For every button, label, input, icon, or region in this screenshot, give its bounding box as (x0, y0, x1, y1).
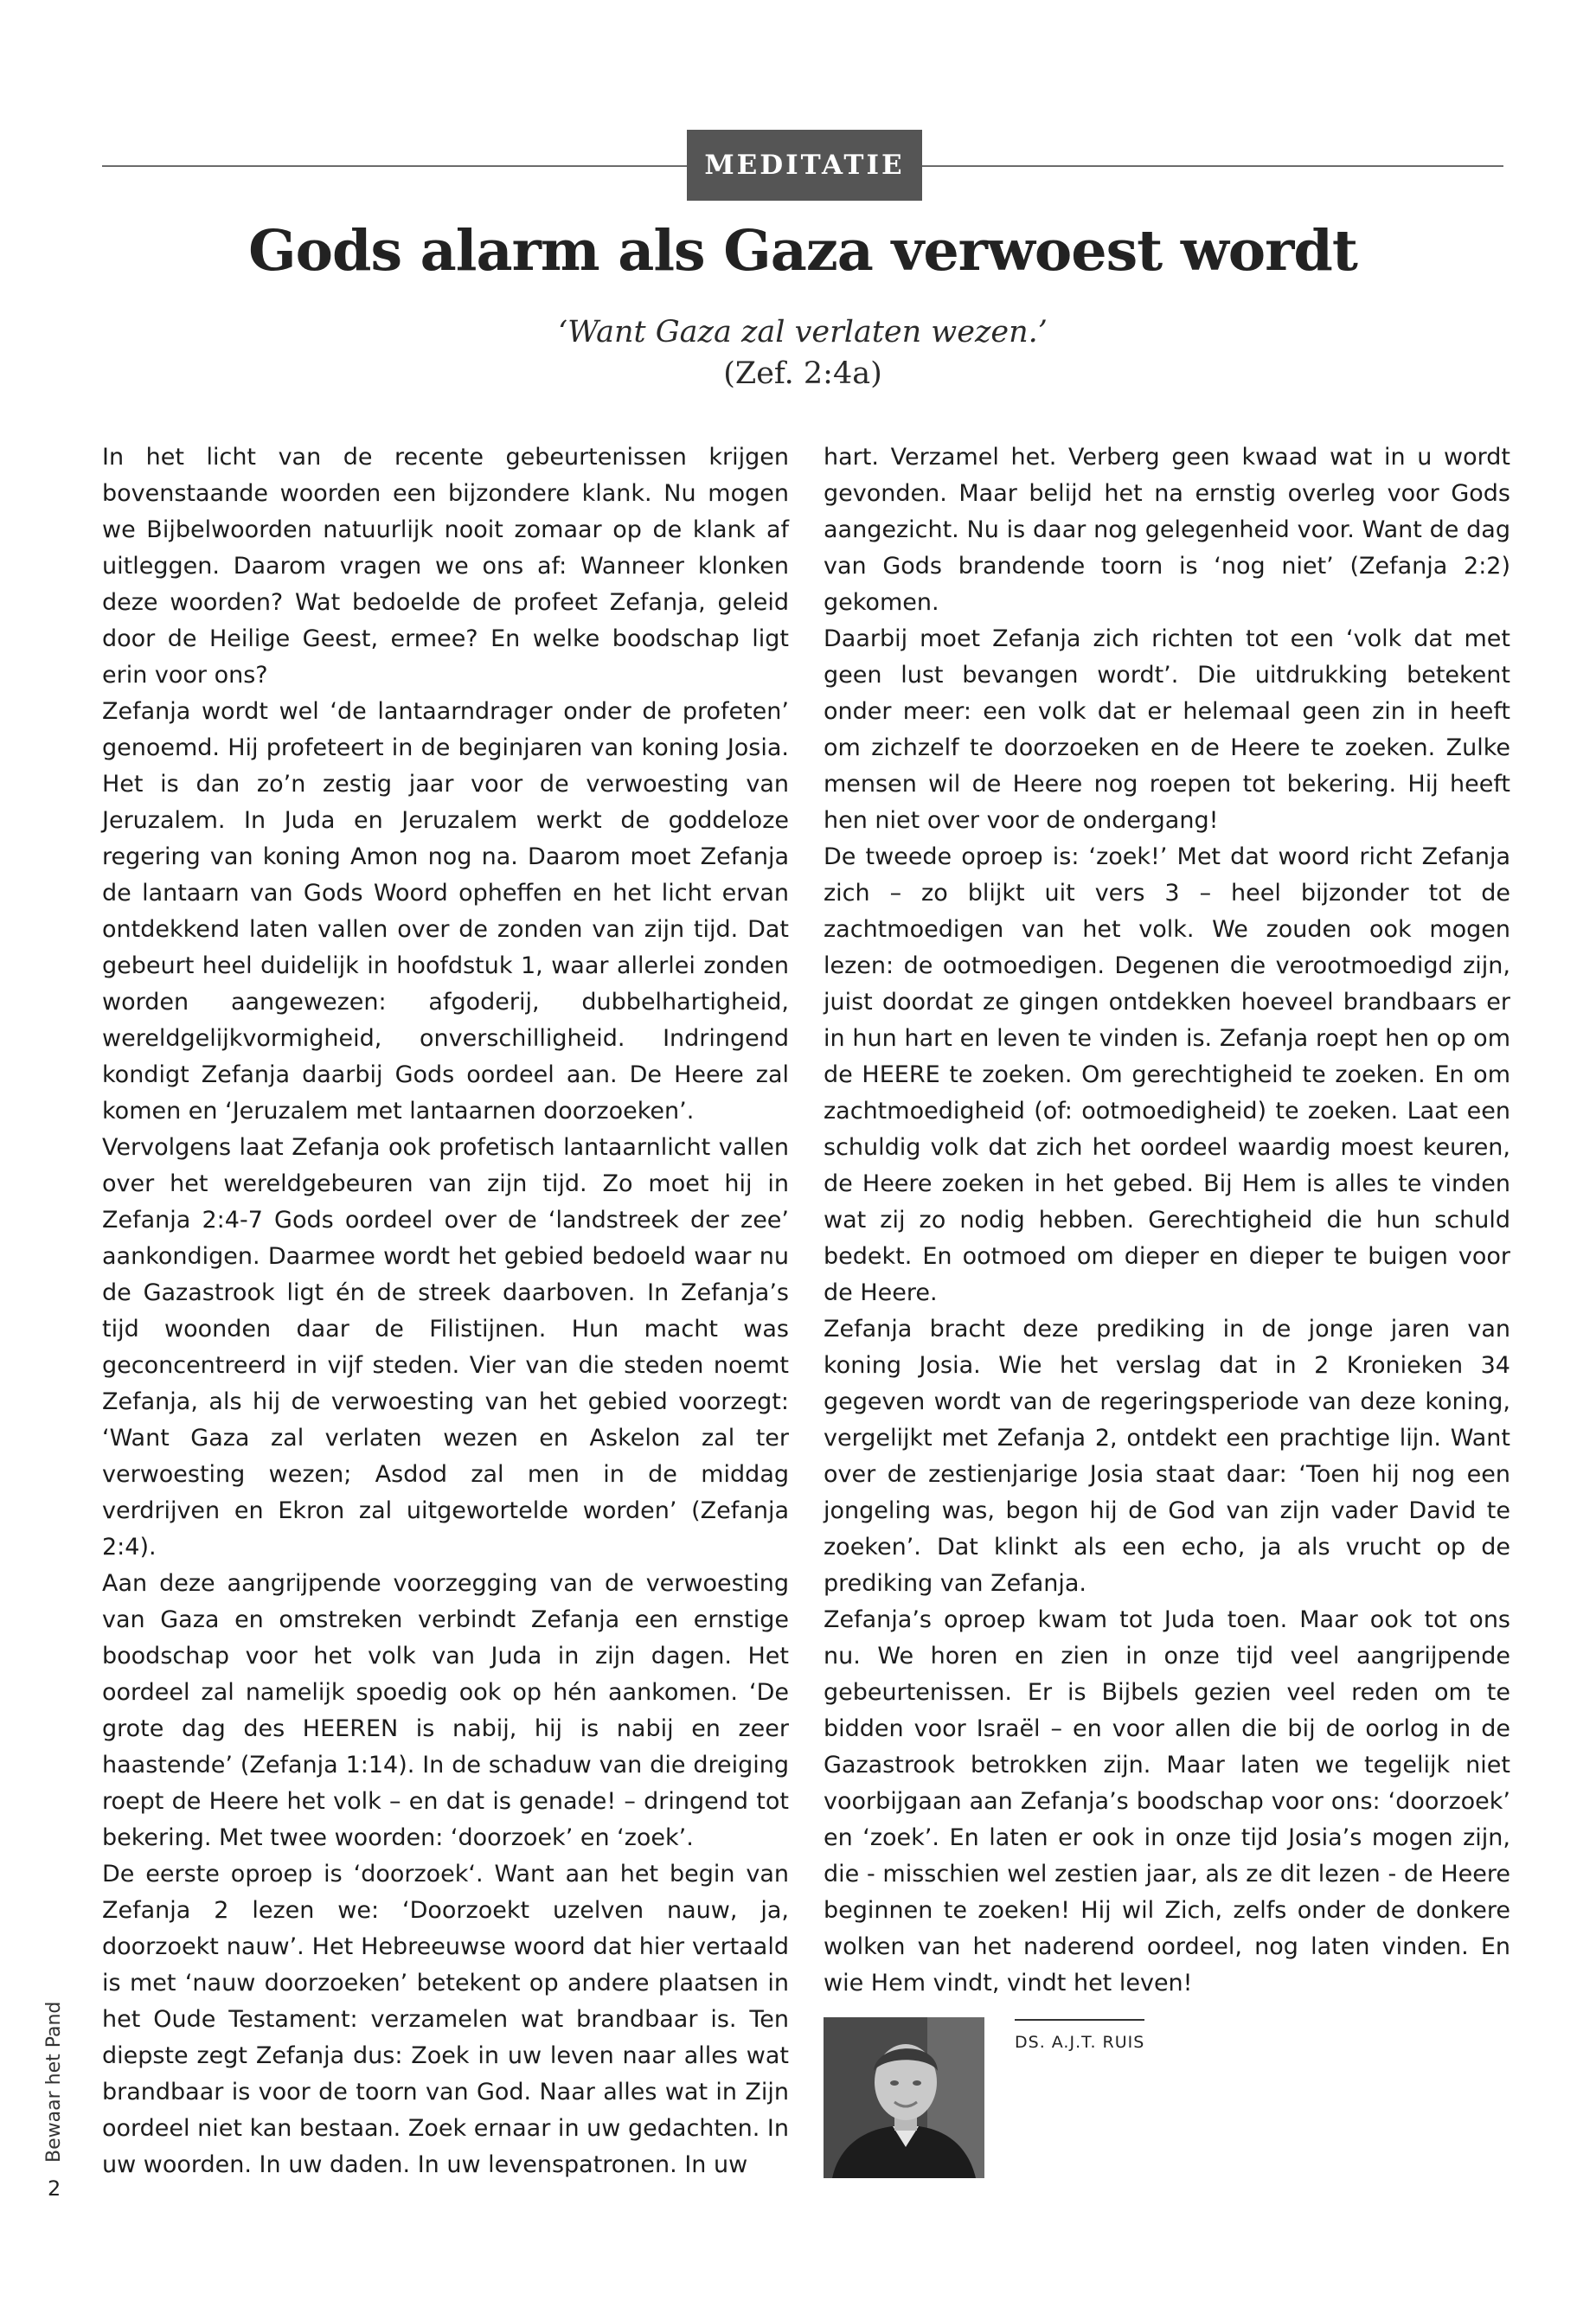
paragraph: De eerste oproep is ‘doorzoek‘. Want aan het begin van Zefanja 2 lezen we: ‘Doorzoekt uzelven nauw, ja, doorzoekt nauw’. Het Hebreeuwse woord dat hier vertaald is met ‘nauw doorzoeken’ betekent op andere plaatsen in het Oude Testament: verzamelen wat brandbaar is. Ten diepste zegt Zefanja dus: Zoek in uw leven naar alles wat brandbaar is voor de toorn van God. Naar alles wat in Zijn oordeel niet kan bestaan. Zoek ernaar in uw gedachten. In uw woorden. In uw daden. In uw levenspatronen. In uw (102, 1861, 789, 2178)
header-rule-right (922, 165, 1503, 167)
page-number: 2 (48, 2176, 61, 2201)
article-column-left (102, 439, 789, 2183)
scripture-reference: (Zef. 2:4a) (723, 356, 882, 391)
header-rule-left (102, 165, 687, 167)
paragraph: Zefanja bracht deze prediking in de jonge jaren van koning Josia. Wie het verslag dat in 2 Kronieken 34 gegeven wordt van de regeringsperiode van deze koning, vergelijkt met Zefanja 2, ontdekt een prachtige lijn. Want over de zestienjarige Josia staat daar: ‘Toen hij nog een jongeling was, begon hij de God van zijn vader David te zoeken’. Dat klinkt als een echo, ja als vrucht op de prediking van Zefanja. (824, 1316, 1510, 1597)
article-column-right (824, 439, 1510, 2002)
paragraph: Aan deze aangrijpende voorzegging van de verwoesting van Gaza en omstreken verbindt Zefanja een ernstige boodschap voor het volk van Juda in zijn dagen. Het oordeel zal namelijk spoedig ook op hén aankomen. ‘De grote dag des HEEREN is nabij, hij is nabij en zeer haastende’ (Zefanja 1:14). In de schaduw van die dreiging roept de Heere het volk – en dat is genade! – dringend tot bekering. Met twee woorden: ‘doorzoek’ en ‘zoek’. (102, 1570, 789, 1851)
article-title: Gods alarm als Gaza verwoest wordt (248, 218, 1357, 284)
paragraph: Zefanja’s oproep kwam tot Juda toen. Maar ook tot ons nu. We horen en zien in onze tijd veel aangrijpende gebeurtenissen. Er is Bijbels gezien veel reden om te bidden voor Israël – en voor allen die bij de oorlog in de Gazastrook betrokken zijn. Maar laten we tegelijk niet voorbijgaan aan Zefanja’s boodschap voor ons: ‘doorzoek’ en ‘zoek’. En laten er ook in onze tijd Josia’s mogen zijn, die - misschien wel zestien jaar, als ze dit lezen - de Heere beginnen te zoeken! Hij wil Zich, zelfs onder de donkere wolken van het naderend oordeel, nog laten vinden. En wie Hem vindt, vindt het leven! (824, 1606, 1510, 1997)
author-rule (1015, 2019, 1144, 2021)
paragraph: hart. Verzamel het. Verberg geen kwaad wat in u wordt gevonden. Maar belijd het na ernstig overleg voor Gods aangezicht. Nu is daar nog gelegenheid voor. Want de dag van Gods brandende toorn is ‘nog niet’ (Zefanja 2:2) gekomen. (824, 444, 1510, 616)
publication-side-label: Bewaar het Pand (43, 2001, 65, 2163)
paragraph: In het licht van de recente gebeurtenissen krijgen bovenstaande woorden een bijzondere klank. Nu mogen we Bijbelwoorden natuurlijk nooit zomaar op de klank af uitleggen. Daarom vragen we ons af: Wanneer klonken deze woorden? Wat bedoelde de profeet Zefanja, geleid door de Heilige Geest, ermee? En welke boodschap ligt erin voor ons? (102, 444, 789, 689)
author-portrait-icon (824, 2017, 984, 2178)
author-name: DS. A.J.T. RUIS (1015, 2033, 1145, 2052)
author-photo (824, 2017, 984, 2178)
scripture-quote: ‘Want Gaza zal verlaten wezen.’ (558, 315, 1048, 349)
paragraph: Zefanja wordt wel ‘de lantaarndrager onder de profeten’ genoemd. Hij profeteert in de beginjaren van koning Josia. Het is dan zo’n zestig jaar voor de verwoesting van Jeruzalem. In Juda en Jeruzalem werkt de goddeloze regering van koning Amon nog na. Daarom moet Zefanja de lantaarn van Gods Woord opheffen en het licht ervan ontdekkend laten vallen over de zonden van zijn tijd. Dat gebeurt heel duidelijk in hoofdstuk 1, waar allerlei zonden worden aangewezen: afgoderij, dubbelhartigheid, wereldgelijkvormigheid, onverschilligheid. Indringend kondigt Zefanja daarbij Gods oordeel aan. De Heere zal komen en ‘Jeruzalem met lantaarnen doorzoeken’. (102, 698, 789, 1125)
section-label: MEDITATIE (687, 130, 922, 201)
paragraph: Daarbij moet Zefanja zich richten tot een ‘volk dat met geen lust bevangen wordt’. Die uitdrukking betekent onder meer: een volk dat er helemaal geen zin in heeft om zichzelf te doorzoeken en de Heere te zoeken. Zulke mensen wil de Heere nog roepen tot bekering. Hij heeft hen niet over voor de ondergang! (824, 625, 1510, 834)
paragraph: Vervolgens laat Zefanja ook profetisch lantaarnlicht vallen over het wereldgebeuren van zijn tijd. Zo moet hij in Zefanja 2:4-7 Gods oordeel over de ‘landstreek der zee’ aankondigen. Daarmee wordt het gebied bedoeld waar nu de Gazastrook ligt én de streek daarboven. In Zefanja’s tijd woonden daar de Filistijnen. Hun macht was geconcentreerd in vijf steden. Vier van die steden noemt Zefanja, als hij de verwoesting van het gebied voorzegt: ‘Want Gaza zal verlaten wezen en Askelon zal ter verwoesting wezen; Asdod zal men in de middag verdrijven en Ekron zal uitgewortelde worden’ (Zefanja 2:4). (102, 1134, 789, 1561)
paragraph: De tweede oproep is: ‘zoek!’ Met dat woord richt Zefanja zich – zo blijkt uit vers 3 – heel bijzonder tot de zachtmoedigen van het volk. We zouden ook mogen lezen: de ootmoedigen. Degenen die verootmoedigd zijn, juist doordat ze gingen ontdekken hoeveel brandbaars er in hun hart en leven te vinden is. Zefanja roept hen op om de HEERE te zoeken. Om gerechtigheid te zoeken. En om zachtmoedigheid (of: ootmoedigheid) te zoeken. Laat een schuldig volk dat zich het oordeel waardig moest keuren, de Heere zoeken in het gebed. Bij Hem is alles te vinden wat zij zo nodig hebben. Gerechtigheid die hun schuld bedekt. En ootmoed om dieper en dieper te buigen voor de Heere. (824, 843, 1510, 1306)
